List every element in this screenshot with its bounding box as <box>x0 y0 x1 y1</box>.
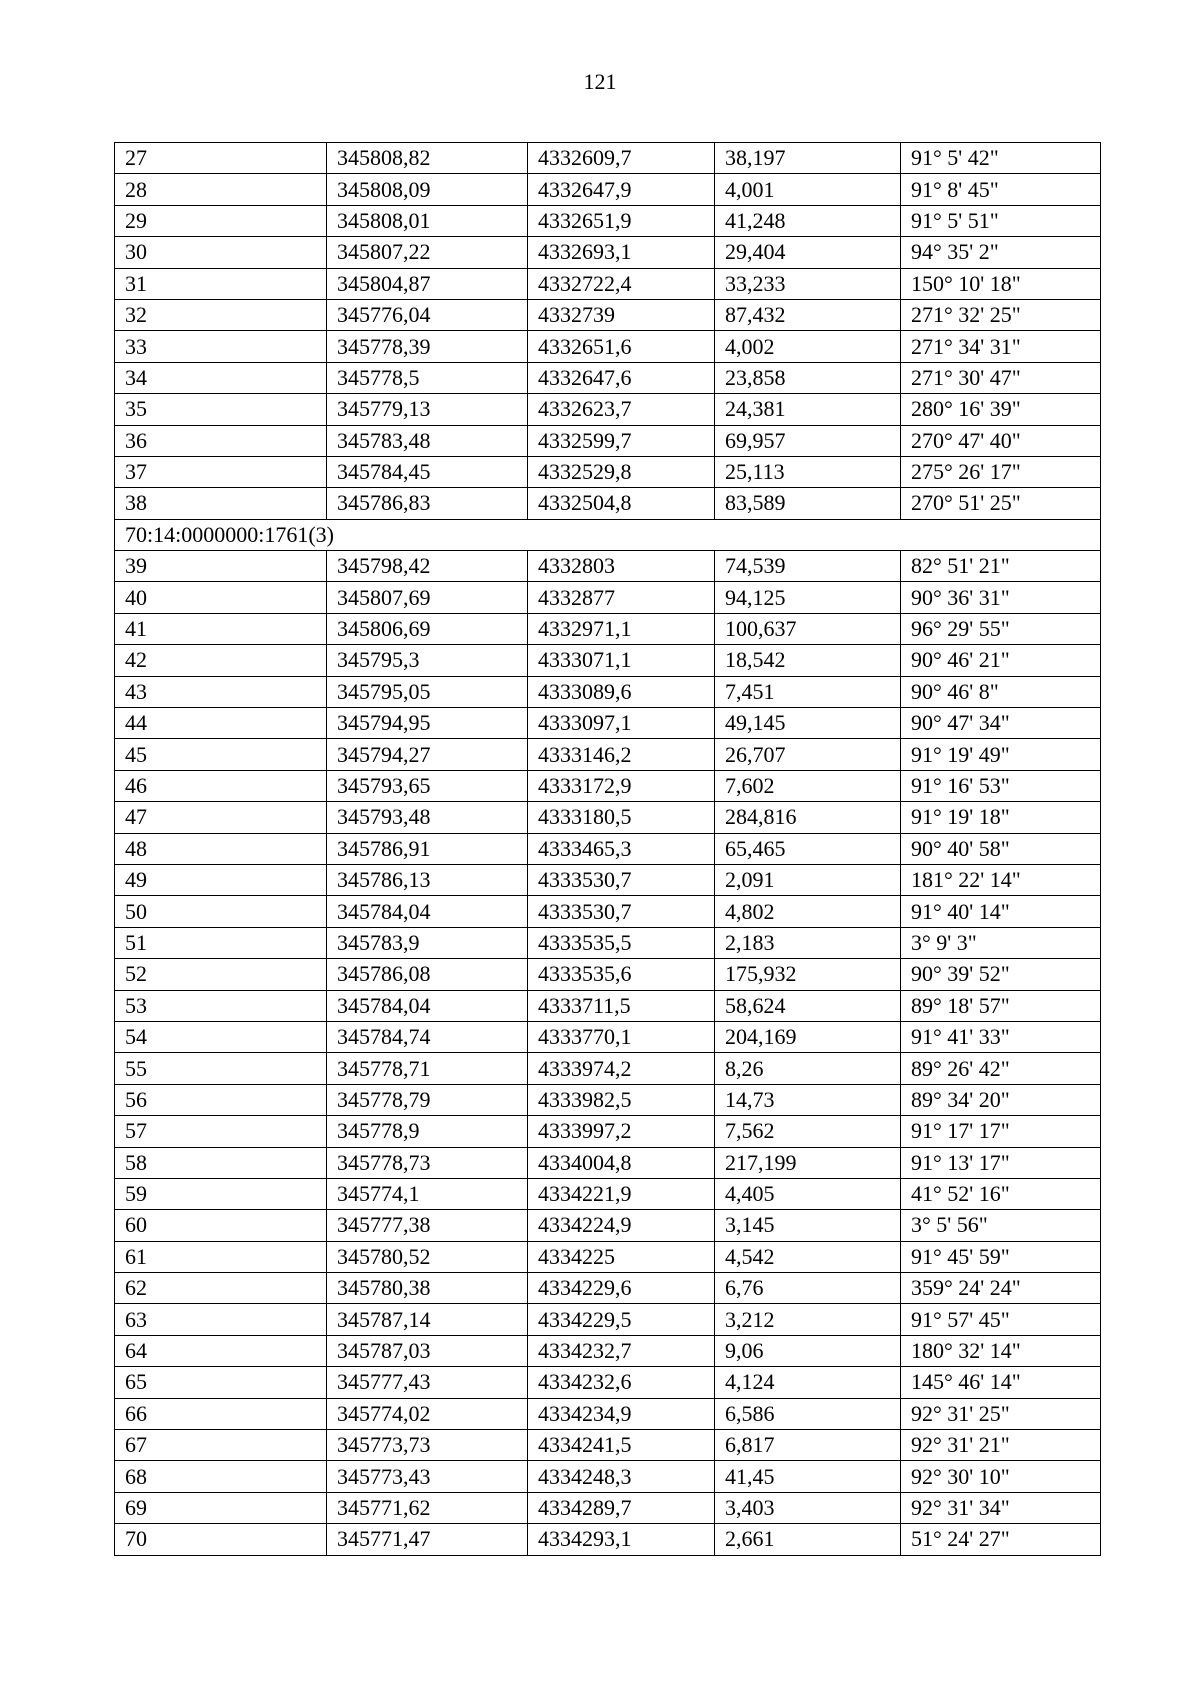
length-cell: 33,233 <box>715 268 901 299</box>
length-cell: 41,45 <box>715 1461 901 1492</box>
table-row <box>115 1147 1101 1178</box>
y-coordinate-cell: 4332623,7 <box>528 394 715 425</box>
length-cell: 83,589 <box>715 488 901 519</box>
point-number-cell: 56 <box>115 1084 327 1115</box>
y-coordinate-cell: 4333770,1 <box>528 1021 715 1052</box>
point-number-cell: 45 <box>115 739 327 770</box>
x-coordinate-cell: 345807,22 <box>327 237 528 268</box>
bearing-cell: 92° 31' 25" <box>901 1398 1101 1429</box>
point-number-cell: 64 <box>115 1335 327 1366</box>
x-coordinate-cell: 345778,5 <box>327 362 528 393</box>
table-row <box>115 582 1101 613</box>
table-row <box>115 927 1101 958</box>
length-cell: 175,932 <box>715 959 901 990</box>
length-cell: 7,562 <box>715 1116 901 1147</box>
y-coordinate-cell: 4334232,6 <box>528 1367 715 1398</box>
table-row <box>115 1178 1101 1209</box>
table-row <box>115 456 1101 487</box>
bearing-cell: 90° 40' 58" <box>901 833 1101 864</box>
x-coordinate-cell: 345795,3 <box>327 645 528 676</box>
x-coordinate-cell: 345793,65 <box>327 770 528 801</box>
bearing-cell: 91° 8' 45" <box>901 174 1101 205</box>
bearing-cell: 91° 40' 14" <box>901 896 1101 927</box>
point-number-cell: 55 <box>115 1053 327 1084</box>
bearing-cell: 91° 57' 45" <box>901 1304 1101 1335</box>
table-row <box>115 1461 1101 1492</box>
bearing-cell: 145° 46' 14" <box>901 1367 1101 1398</box>
point-number-cell: 40 <box>115 582 327 613</box>
length-cell: 284,816 <box>715 802 901 833</box>
length-cell: 6,586 <box>715 1398 901 1429</box>
table-row <box>115 833 1101 864</box>
bearing-cell: 89° 26' 42" <box>901 1053 1101 1084</box>
x-coordinate-cell: 345806,69 <box>327 613 528 644</box>
x-coordinate-cell: 345784,74 <box>327 1021 528 1052</box>
y-coordinate-cell: 4334225 <box>528 1241 715 1272</box>
bearing-cell: 270° 47' 40" <box>901 425 1101 456</box>
x-coordinate-cell: 345786,83 <box>327 488 528 519</box>
bearing-cell: 90° 47' 34" <box>901 708 1101 739</box>
y-coordinate-cell: 4332651,9 <box>528 205 715 236</box>
table-row <box>115 1367 1101 1398</box>
x-coordinate-cell: 345808,01 <box>327 205 528 236</box>
bearing-cell: 91° 5' 42" <box>901 143 1101 174</box>
bearing-cell: 91° 13' 17" <box>901 1147 1101 1178</box>
page-number: 121 <box>583 69 617 94</box>
point-number-cell: 34 <box>115 362 327 393</box>
section-row <box>115 519 1101 550</box>
length-cell: 18,542 <box>715 645 901 676</box>
point-number-cell: 37 <box>115 456 327 487</box>
x-coordinate-cell: 345784,04 <box>327 990 528 1021</box>
point-number-cell: 33 <box>115 331 327 362</box>
table-row <box>115 990 1101 1021</box>
bearing-cell: 280° 16' 39" <box>901 394 1101 425</box>
point-number-cell: 69 <box>115 1492 327 1523</box>
bearing-cell: 275° 26' 17" <box>901 456 1101 487</box>
y-coordinate-cell: 4333465,3 <box>528 833 715 864</box>
x-coordinate-cell: 345793,48 <box>327 802 528 833</box>
length-cell: 94,125 <box>715 582 901 613</box>
y-coordinate-cell: 4332647,9 <box>528 174 715 205</box>
bearing-cell: 180° 32' 14" <box>901 1335 1101 1366</box>
bearing-cell: 91° 19' 18" <box>901 802 1101 833</box>
x-coordinate-cell: 345794,27 <box>327 739 528 770</box>
y-coordinate-cell: 4334248,3 <box>528 1461 715 1492</box>
length-cell: 7,602 <box>715 770 901 801</box>
y-coordinate-cell: 4332609,7 <box>528 143 715 174</box>
bearing-cell: 359° 24' 24" <box>901 1273 1101 1304</box>
y-coordinate-cell: 4332803 <box>528 551 715 582</box>
bearing-cell: 92° 30' 10" <box>901 1461 1101 1492</box>
point-number-cell: 28 <box>115 174 327 205</box>
point-number-cell: 41 <box>115 613 327 644</box>
length-cell: 3,212 <box>715 1304 901 1335</box>
y-coordinate-cell: 4332599,7 <box>528 425 715 456</box>
length-cell: 58,624 <box>715 990 901 1021</box>
bearing-cell: 271° 32' 25" <box>901 299 1101 330</box>
length-cell: 65,465 <box>715 833 901 864</box>
bearing-cell: 92° 31' 34" <box>901 1492 1101 1523</box>
length-cell: 2,183 <box>715 927 901 958</box>
bearing-cell: 90° 46' 21" <box>901 645 1101 676</box>
x-coordinate-cell: 345787,14 <box>327 1304 528 1335</box>
y-coordinate-cell: 4333974,2 <box>528 1053 715 1084</box>
length-cell: 6,817 <box>715 1430 901 1461</box>
table-row <box>115 1492 1101 1523</box>
table-row <box>115 1398 1101 1429</box>
length-cell: 49,145 <box>715 708 901 739</box>
length-cell: 4,802 <box>715 896 901 927</box>
length-cell: 204,169 <box>715 1021 901 1052</box>
length-cell: 2,661 <box>715 1524 901 1555</box>
point-number-cell: 39 <box>115 551 327 582</box>
bearing-cell: 270° 51' 25" <box>901 488 1101 519</box>
length-cell: 6,76 <box>715 1273 901 1304</box>
y-coordinate-cell: 4334232,7 <box>528 1335 715 1366</box>
length-cell: 74,539 <box>715 551 901 582</box>
table-row <box>115 1524 1101 1555</box>
table-row <box>115 613 1101 644</box>
y-coordinate-cell: 4334289,7 <box>528 1492 715 1523</box>
table-row <box>115 770 1101 801</box>
length-cell: 26,707 <box>715 739 901 770</box>
x-coordinate-cell: 345779,13 <box>327 394 528 425</box>
point-number-cell: 63 <box>115 1304 327 1335</box>
table-row <box>115 1304 1101 1335</box>
table-row <box>115 1116 1101 1147</box>
length-cell: 4,001 <box>715 174 901 205</box>
x-coordinate-cell: 345778,79 <box>327 1084 528 1115</box>
y-coordinate-cell: 4333071,1 <box>528 645 715 676</box>
point-number-cell: 36 <box>115 425 327 456</box>
bearing-cell: 3° 5' 56" <box>901 1210 1101 1241</box>
y-coordinate-cell: 4333535,5 <box>528 927 715 958</box>
y-coordinate-cell: 4333530,7 <box>528 864 715 895</box>
y-coordinate-cell: 4334221,9 <box>528 1178 715 1209</box>
point-number-cell: 53 <box>115 990 327 1021</box>
section-label-cell: 70:14:0000000:1761(3) <box>115 519 1101 550</box>
x-coordinate-cell: 345786,08 <box>327 959 528 990</box>
table-row <box>115 488 1101 519</box>
length-cell: 100,637 <box>715 613 901 644</box>
length-cell: 4,002 <box>715 331 901 362</box>
table-row <box>115 864 1101 895</box>
y-coordinate-cell: 4334293,1 <box>528 1524 715 1555</box>
table-row <box>115 205 1101 236</box>
point-number-cell: 61 <box>115 1241 327 1272</box>
point-number-cell: 49 <box>115 864 327 895</box>
x-coordinate-cell: 345804,87 <box>327 268 528 299</box>
y-coordinate-cell: 4333172,9 <box>528 770 715 801</box>
y-coordinate-cell: 4332529,8 <box>528 456 715 487</box>
y-coordinate-cell: 4332739 <box>528 299 715 330</box>
length-cell: 23,858 <box>715 362 901 393</box>
y-coordinate-cell: 4334004,8 <box>528 1147 715 1178</box>
table-row <box>115 645 1101 676</box>
y-coordinate-cell: 4332647,6 <box>528 362 715 393</box>
y-coordinate-cell: 4333535,6 <box>528 959 715 990</box>
x-coordinate-cell: 345778,9 <box>327 1116 528 1147</box>
table-row <box>115 174 1101 205</box>
point-number-cell: 44 <box>115 708 327 739</box>
bearing-cell: 91° 19' 49" <box>901 739 1101 770</box>
bearing-cell: 92° 31' 21" <box>901 1430 1101 1461</box>
table-row <box>115 237 1101 268</box>
point-number-cell: 52 <box>115 959 327 990</box>
table-row <box>115 1084 1101 1115</box>
length-cell: 87,432 <box>715 299 901 330</box>
bearing-cell: 150° 10' 18" <box>901 268 1101 299</box>
point-number-cell: 46 <box>115 770 327 801</box>
point-number-cell: 51 <box>115 927 327 958</box>
table-row <box>115 802 1101 833</box>
length-cell: 41,248 <box>715 205 901 236</box>
point-number-cell: 62 <box>115 1273 327 1304</box>
y-coordinate-cell: 4334229,5 <box>528 1304 715 1335</box>
y-coordinate-cell: 4333089,6 <box>528 676 715 707</box>
x-coordinate-cell: 345771,62 <box>327 1492 528 1523</box>
table-row <box>115 1053 1101 1084</box>
y-coordinate-cell: 4333530,7 <box>528 896 715 927</box>
y-coordinate-cell: 4332722,4 <box>528 268 715 299</box>
x-coordinate-cell: 345794,95 <box>327 708 528 739</box>
bearing-cell: 90° 36' 31" <box>901 582 1101 613</box>
bearing-cell: 90° 39' 52" <box>901 959 1101 990</box>
point-number-cell: 50 <box>115 896 327 927</box>
length-cell: 2,091 <box>715 864 901 895</box>
y-coordinate-cell: 4332651,6 <box>528 331 715 362</box>
point-number-cell: 70 <box>115 1524 327 1555</box>
bearing-cell: 3° 9' 3" <box>901 927 1101 958</box>
x-coordinate-cell: 345807,69 <box>327 582 528 613</box>
table-row <box>115 959 1101 990</box>
table-row <box>115 1241 1101 1272</box>
bearing-cell: 90° 46' 8" <box>901 676 1101 707</box>
point-number-cell: 65 <box>115 1367 327 1398</box>
bearing-cell: 91° 45' 59" <box>901 1241 1101 1272</box>
point-number-cell: 68 <box>115 1461 327 1492</box>
x-coordinate-cell: 345776,04 <box>327 299 528 330</box>
y-coordinate-cell: 4334241,5 <box>528 1430 715 1461</box>
y-coordinate-cell: 4332877 <box>528 582 715 613</box>
bearing-cell: 91° 17' 17" <box>901 1116 1101 1147</box>
point-number-cell: 54 <box>115 1021 327 1052</box>
length-cell: 4,124 <box>715 1367 901 1398</box>
x-coordinate-cell: 345808,09 <box>327 174 528 205</box>
x-coordinate-cell: 345780,52 <box>327 1241 528 1272</box>
length-cell: 217,199 <box>715 1147 901 1178</box>
point-number-cell: 58 <box>115 1147 327 1178</box>
y-coordinate-cell: 4334234,9 <box>528 1398 715 1429</box>
table-row <box>115 1021 1101 1052</box>
point-number-cell: 57 <box>115 1116 327 1147</box>
point-number-cell: 48 <box>115 833 327 864</box>
length-cell: 3,403 <box>715 1492 901 1523</box>
y-coordinate-cell: 4333997,2 <box>528 1116 715 1147</box>
x-coordinate-cell: 345787,03 <box>327 1335 528 1366</box>
bearing-cell: 41° 52' 16" <box>901 1178 1101 1209</box>
table-row <box>115 896 1101 927</box>
bearing-cell: 91° 41' 33" <box>901 1021 1101 1052</box>
point-number-cell: 32 <box>115 299 327 330</box>
point-number-cell: 38 <box>115 488 327 519</box>
coordinates-table <box>114 142 1101 1556</box>
x-coordinate-cell: 345784,45 <box>327 456 528 487</box>
length-cell: 3,145 <box>715 1210 901 1241</box>
point-number-cell: 31 <box>115 268 327 299</box>
x-coordinate-cell: 345777,43 <box>327 1367 528 1398</box>
table-row <box>115 268 1101 299</box>
x-coordinate-cell: 345774,02 <box>327 1398 528 1429</box>
x-coordinate-cell: 345777,38 <box>327 1210 528 1241</box>
length-cell: 29,404 <box>715 237 901 268</box>
bearing-cell: 89° 18' 57" <box>901 990 1101 1021</box>
length-cell: 69,957 <box>715 425 901 456</box>
length-cell: 9,06 <box>715 1335 901 1366</box>
x-coordinate-cell: 345778,73 <box>327 1147 528 1178</box>
x-coordinate-cell: 345786,13 <box>327 864 528 895</box>
bearing-cell: 181° 22' 14" <box>901 864 1101 895</box>
point-number-cell: 43 <box>115 676 327 707</box>
coordinates-table-body <box>115 143 1101 1556</box>
x-coordinate-cell: 345773,43 <box>327 1461 528 1492</box>
length-cell: 14,73 <box>715 1084 901 1115</box>
table-row <box>115 331 1101 362</box>
y-coordinate-cell: 4332971,1 <box>528 613 715 644</box>
point-number-cell: 59 <box>115 1178 327 1209</box>
table-row <box>115 1210 1101 1241</box>
y-coordinate-cell: 4334229,6 <box>528 1273 715 1304</box>
point-number-cell: 30 <box>115 237 327 268</box>
y-coordinate-cell: 4333180,5 <box>528 802 715 833</box>
bearing-cell: 94° 35' 2" <box>901 237 1101 268</box>
point-number-cell: 47 <box>115 802 327 833</box>
y-coordinate-cell: 4332504,8 <box>528 488 715 519</box>
bearing-cell: 271° 30' 47" <box>901 362 1101 393</box>
length-cell: 25,113 <box>715 456 901 487</box>
x-coordinate-cell: 345808,82 <box>327 143 528 174</box>
bearing-cell: 82° 51' 21" <box>901 551 1101 582</box>
table-row <box>115 425 1101 456</box>
table-row <box>115 1273 1101 1304</box>
point-number-cell: 67 <box>115 1430 327 1461</box>
table-row <box>115 676 1101 707</box>
bearing-cell: 91° 16' 53" <box>901 770 1101 801</box>
y-coordinate-cell: 4333097,1 <box>528 708 715 739</box>
bearing-cell: 271° 34' 31" <box>901 331 1101 362</box>
point-number-cell: 42 <box>115 645 327 676</box>
length-cell: 8,26 <box>715 1053 901 1084</box>
bearing-cell: 89° 34' 20" <box>901 1084 1101 1115</box>
x-coordinate-cell: 345783,9 <box>327 927 528 958</box>
point-number-cell: 27 <box>115 143 327 174</box>
table-row <box>115 739 1101 770</box>
y-coordinate-cell: 4332693,1 <box>528 237 715 268</box>
x-coordinate-cell: 345784,04 <box>327 896 528 927</box>
point-number-cell: 29 <box>115 205 327 236</box>
x-coordinate-cell: 345795,05 <box>327 676 528 707</box>
x-coordinate-cell: 345798,42 <box>327 551 528 582</box>
x-coordinate-cell: 345778,39 <box>327 331 528 362</box>
table-row <box>115 1335 1101 1366</box>
y-coordinate-cell: 4333982,5 <box>528 1084 715 1115</box>
bearing-cell: 96° 29' 55" <box>901 613 1101 644</box>
point-number-cell: 35 <box>115 394 327 425</box>
table-row <box>115 143 1101 174</box>
point-number-cell: 66 <box>115 1398 327 1429</box>
bearing-cell: 51° 24' 27" <box>901 1524 1101 1555</box>
length-cell: 38,197 <box>715 143 901 174</box>
x-coordinate-cell: 345780,38 <box>327 1273 528 1304</box>
point-number-cell: 60 <box>115 1210 327 1241</box>
x-coordinate-cell: 345773,73 <box>327 1430 528 1461</box>
x-coordinate-cell: 345778,71 <box>327 1053 528 1084</box>
table-row <box>115 299 1101 330</box>
x-coordinate-cell: 345786,91 <box>327 833 528 864</box>
x-coordinate-cell: 345783,48 <box>327 425 528 456</box>
length-cell: 24,381 <box>715 394 901 425</box>
y-coordinate-cell: 4333146,2 <box>528 739 715 770</box>
length-cell: 4,542 <box>715 1241 901 1272</box>
x-coordinate-cell: 345774,1 <box>327 1178 528 1209</box>
table-row <box>115 394 1101 425</box>
y-coordinate-cell: 4333711,5 <box>528 990 715 1021</box>
table-row <box>115 551 1101 582</box>
y-coordinate-cell: 4334224,9 <box>528 1210 715 1241</box>
table-row <box>115 1430 1101 1461</box>
x-coordinate-cell: 345771,47 <box>327 1524 528 1555</box>
table-row <box>115 708 1101 739</box>
bearing-cell: 91° 5' 51" <box>901 205 1101 236</box>
length-cell: 7,451 <box>715 676 901 707</box>
table-row <box>115 362 1101 393</box>
length-cell: 4,405 <box>715 1178 901 1209</box>
